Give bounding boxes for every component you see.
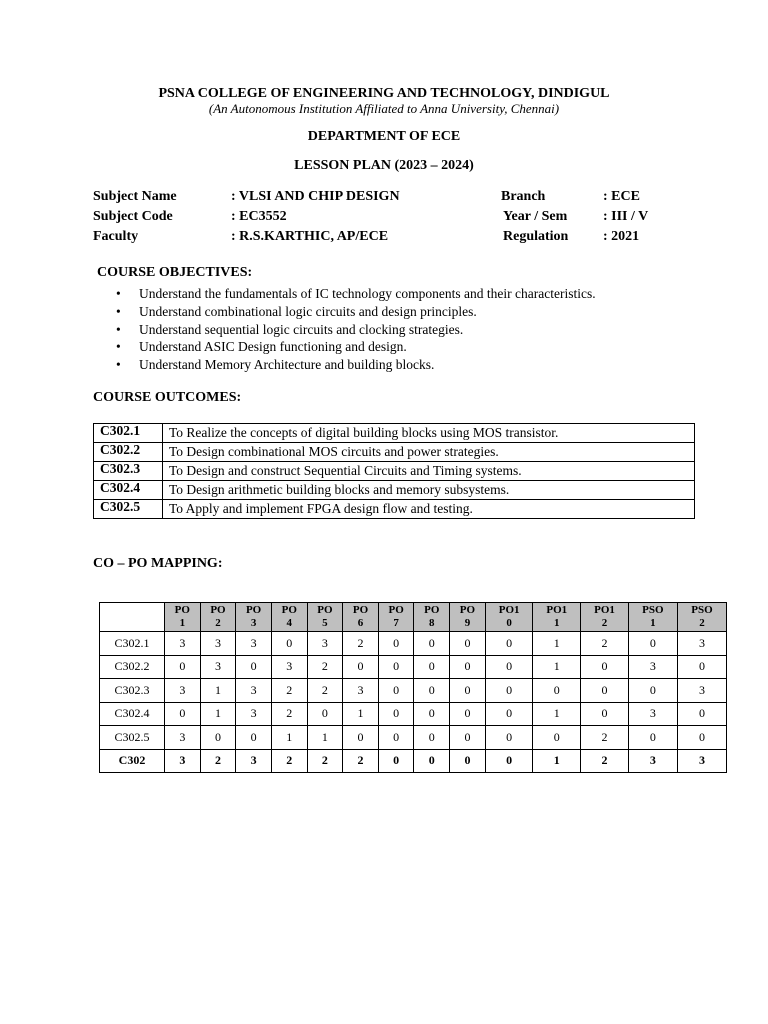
column-header-line: 8	[429, 617, 435, 629]
column-header-line: PO	[352, 604, 369, 616]
mapping-cell: 0	[414, 632, 450, 656]
college-name: PSNA COLLEGE OF ENGINEERING AND TECHNOLOGY, DINDIGUL	[158, 86, 610, 101]
mapping-cell: 3	[677, 679, 726, 703]
mapping-cell: 0	[236, 726, 272, 750]
mapping-cell: 3	[200, 655, 236, 679]
regulation-label: Regulation	[503, 229, 569, 244]
co-label: C302.5	[100, 726, 165, 750]
mapping-column-header	[378, 603, 414, 632]
mapping-cell: 2	[271, 679, 307, 703]
mapping-cell: 2	[581, 632, 629, 656]
mapping-cell: 0	[378, 632, 414, 656]
column-header-line: PO	[388, 604, 404, 616]
objective-text: Understand Memory Architecture and building blocks.	[139, 357, 435, 373]
table-row	[94, 462, 695, 481]
mapping-cell: 0	[414, 702, 450, 726]
mapping-column-header	[200, 603, 236, 632]
subject-code-value: : EC3552	[231, 209, 287, 224]
mapping-cell: 0	[343, 655, 379, 679]
mapping-cell: 2	[307, 749, 343, 773]
mapping-column-header	[628, 603, 677, 632]
mapping-cell: 2	[271, 749, 307, 773]
mapping-cell: 3	[200, 632, 236, 656]
mapping-cell: 0	[200, 726, 236, 750]
outcome-code: C302.2	[94, 443, 163, 462]
mapping-cell: 0	[414, 655, 450, 679]
mapping-cell: 0	[378, 749, 414, 773]
mapping-cell: 2	[581, 726, 629, 750]
course-objectives-list	[116, 285, 596, 374]
college-affiliation: (An Autonomous Institution Affiliated to Anna University, Chennai)	[208, 101, 560, 116]
column-header-line: PO1	[594, 604, 615, 616]
mapping-cell: 0	[485, 702, 533, 726]
faculty-value: : R.S.KARTHIC, AP/ECE	[231, 229, 389, 244]
bullet-icon: •	[116, 339, 121, 355]
mapping-cell: 1	[533, 632, 581, 656]
mapping-cell: 3	[236, 632, 272, 656]
mapping-cell: 3	[236, 679, 272, 703]
faculty-label: Faculty	[93, 229, 139, 244]
year-sem-value: : III / V	[603, 209, 649, 224]
mapping-cell: 2	[307, 679, 343, 703]
mapping-cell: 3	[165, 749, 201, 773]
table-row	[100, 655, 727, 679]
mapping-cell: 2	[343, 749, 379, 773]
table-row	[94, 424, 695, 443]
branch-label: Branch	[501, 189, 546, 204]
column-header-line: 4	[286, 617, 292, 629]
objective-text: Understand the fundamentals of IC technology components and their characteristics.	[139, 286, 596, 301]
column-header-line: 2	[601, 617, 608, 629]
mapping-cell: 1	[533, 702, 581, 726]
mapping-cell: 0	[450, 632, 486, 656]
mapping-cell: 3	[236, 702, 272, 726]
mapping-cell: 0	[485, 655, 533, 679]
outcome-text: To Design and construct Sequential Circuits and Timing systems.	[163, 462, 695, 481]
subject-name-value: : VLSI AND CHIP DESIGN	[231, 189, 400, 204]
mapping-column-header	[677, 603, 726, 632]
co-label: C302.1	[100, 632, 165, 656]
column-header-line: PO	[317, 604, 333, 616]
mapping-cell: 2	[271, 702, 307, 726]
subject-code-label: Subject Code	[93, 209, 173, 224]
mapping-cell: 0	[581, 679, 629, 703]
mapping-cell: 0	[450, 749, 486, 773]
column-header-line: 0	[506, 617, 512, 629]
mapping-cell: 0	[236, 655, 272, 679]
mapping-cell: 0	[533, 726, 581, 750]
co-label: C302.4	[100, 702, 165, 726]
regulation-value: : 2021	[603, 229, 640, 244]
bullet-icon: •	[116, 286, 121, 301]
mapping-cell: 1	[533, 655, 581, 679]
mapping-cell: 0	[378, 702, 414, 726]
mapping-cell: 2	[307, 655, 343, 679]
column-header-line: 1	[554, 617, 560, 629]
mapping-column-header	[581, 603, 629, 632]
table-header-row	[100, 603, 727, 632]
mapping-column-header	[450, 603, 486, 632]
mapping-cell: 0	[677, 702, 726, 726]
mapping-cell: 3	[165, 726, 201, 750]
mapping-cell: 0	[414, 679, 450, 703]
outcome-text: To Apply and implement FPGA design flow and testing.	[163, 500, 695, 519]
column-header-line: PO1	[546, 604, 568, 616]
mapping-cell: 0	[414, 749, 450, 773]
bullet-icon: •	[116, 321, 121, 337]
department-title: DEPARTMENT OF ECE	[307, 129, 461, 144]
mapping-column-header	[343, 603, 379, 632]
column-header-line: PO	[424, 604, 440, 616]
list-item	[116, 338, 596, 356]
mapping-cell: 3	[628, 702, 677, 726]
mapping-cell: 0	[450, 679, 486, 703]
mapping-column-header	[236, 603, 272, 632]
list-item	[116, 356, 596, 374]
co-po-mapping-heading: CO – PO MAPPING:	[93, 556, 223, 571]
mapping-cell: 3	[271, 655, 307, 679]
mapping-cell: 3	[677, 632, 726, 656]
table-row	[100, 749, 727, 773]
column-header-line: PSO	[642, 604, 664, 616]
mapping-column-header	[165, 603, 201, 632]
column-header-line: 1	[179, 617, 186, 629]
column-header-line: PO1	[498, 604, 520, 616]
subject-name-label: Subject Name	[93, 189, 177, 204]
outcome-code: C302.3	[94, 462, 163, 481]
mapping-cell: 3	[628, 655, 677, 679]
list-item	[116, 321, 596, 339]
mapping-cell: 0	[450, 702, 486, 726]
table-row	[100, 679, 727, 703]
mapping-cell: 0	[628, 679, 677, 703]
mapping-cell: 0	[628, 726, 677, 750]
mapping-cell: 0	[450, 655, 486, 679]
course-objectives-heading: COURSE OBJECTIVES:	[97, 265, 253, 280]
column-header-line: PO	[245, 604, 262, 616]
mapping-cell: 0	[414, 726, 450, 750]
column-header-line: 2	[215, 617, 221, 629]
mapping-cell: 1	[307, 726, 343, 750]
bullet-icon: •	[116, 303, 121, 319]
mapping-cell: 1	[533, 749, 581, 773]
column-header-line: 1	[650, 617, 656, 629]
column-header-line: PO	[459, 604, 476, 616]
column-header-line: PO	[281, 604, 297, 616]
course-outcomes-heading: COURSE OUTCOMES:	[93, 390, 242, 405]
bullet-icon: •	[116, 357, 121, 373]
objective-text: Understand combinational logic circuits and design principles.	[139, 303, 477, 319]
column-header-line: 7	[393, 617, 399, 629]
year-sem-label: Year / Sem	[503, 209, 568, 224]
mapping-cell: 0	[628, 632, 677, 656]
mapping-cell: 0	[485, 632, 533, 656]
mapping-cell: 0	[165, 702, 201, 726]
table-row	[94, 500, 695, 519]
mapping-cell: 0	[581, 702, 629, 726]
mapping-cell: 0	[378, 726, 414, 750]
outcome-text: To Realize the concepts of digital building blocks using MOS transistor.	[163, 424, 695, 443]
mapping-cell: 3	[628, 749, 677, 773]
mapping-cell: 2	[581, 749, 629, 773]
mapping-cell: 2	[200, 749, 236, 773]
mapping-cell: 3	[677, 749, 726, 773]
mapping-cell: 1	[343, 702, 379, 726]
outcome-text: To Design combinational MOS circuits and power strategies.	[163, 443, 695, 462]
outcome-text: To Design arithmetic building blocks and memory subsystems.	[163, 481, 695, 500]
table-row	[100, 632, 727, 656]
mapping-cell: 0	[165, 655, 201, 679]
mapping-cell: 3	[165, 679, 201, 703]
mapping-cell: 0	[677, 726, 726, 750]
table-row	[100, 702, 727, 726]
column-header-line: PSO	[691, 604, 713, 616]
list-item	[116, 303, 596, 321]
co-label: C302	[100, 749, 165, 773]
mapping-cell: 0	[485, 749, 533, 773]
mapping-cell: 0	[677, 655, 726, 679]
mapping-cell: 3	[343, 679, 379, 703]
mapping-cell: 0	[378, 679, 414, 703]
co-label: C302.3	[100, 679, 165, 703]
mapping-cell: 0	[378, 655, 414, 679]
co-po-mapping-table	[99, 602, 727, 773]
mapping-cell: 0	[581, 655, 629, 679]
mapping-column-header	[271, 603, 307, 632]
outcome-code: C302.5	[94, 500, 163, 519]
mapping-column-header	[414, 603, 450, 632]
objective-text: Understand ASIC Design functioning and design.	[139, 339, 407, 355]
column-header-line: 9	[464, 617, 471, 629]
mapping-cell: 1	[200, 702, 236, 726]
mapping-cell: 0	[343, 726, 379, 750]
column-header-line: 6	[357, 617, 364, 629]
corner-cell	[100, 603, 165, 632]
mapping-cell: 0	[271, 632, 307, 656]
column-header-line: PO	[210, 604, 226, 616]
mapping-cell: 2	[343, 632, 379, 656]
objective-text: Understand sequential logic circuits and clocking strategies.	[139, 321, 464, 337]
course-outcomes-table	[93, 423, 695, 519]
outcome-code: C302.4	[94, 481, 163, 500]
mapping-cell: 1	[271, 726, 307, 750]
column-header-line: 2	[699, 617, 705, 629]
mapping-column-header	[533, 603, 581, 632]
lesson-plan-title: LESSON PLAN (2023 – 2024)	[294, 158, 474, 173]
mapping-cell: 0	[450, 726, 486, 750]
mapping-cell: 0	[485, 679, 533, 703]
column-header-line: 3	[250, 617, 257, 629]
mapping-cell: 3	[307, 632, 343, 656]
branch-value: : ECE	[603, 189, 640, 204]
mapping-column-header	[307, 603, 343, 632]
column-header-line: PO	[174, 604, 190, 616]
mapping-cell: 0	[307, 702, 343, 726]
mapping-column-header	[485, 603, 533, 632]
column-header-line: 5	[322, 617, 328, 629]
outcome-code: C302.1	[94, 424, 163, 443]
table-row	[100, 726, 727, 750]
mapping-cell: 3	[236, 749, 272, 773]
mapping-cell: 3	[165, 632, 201, 656]
table-row	[94, 481, 695, 500]
mapping-cell: 0	[485, 726, 533, 750]
list-item	[116, 285, 596, 303]
co-label: C302.2	[100, 655, 165, 679]
mapping-cell: 1	[200, 679, 236, 703]
table-row	[94, 443, 695, 462]
mapping-cell: 0	[533, 679, 581, 703]
